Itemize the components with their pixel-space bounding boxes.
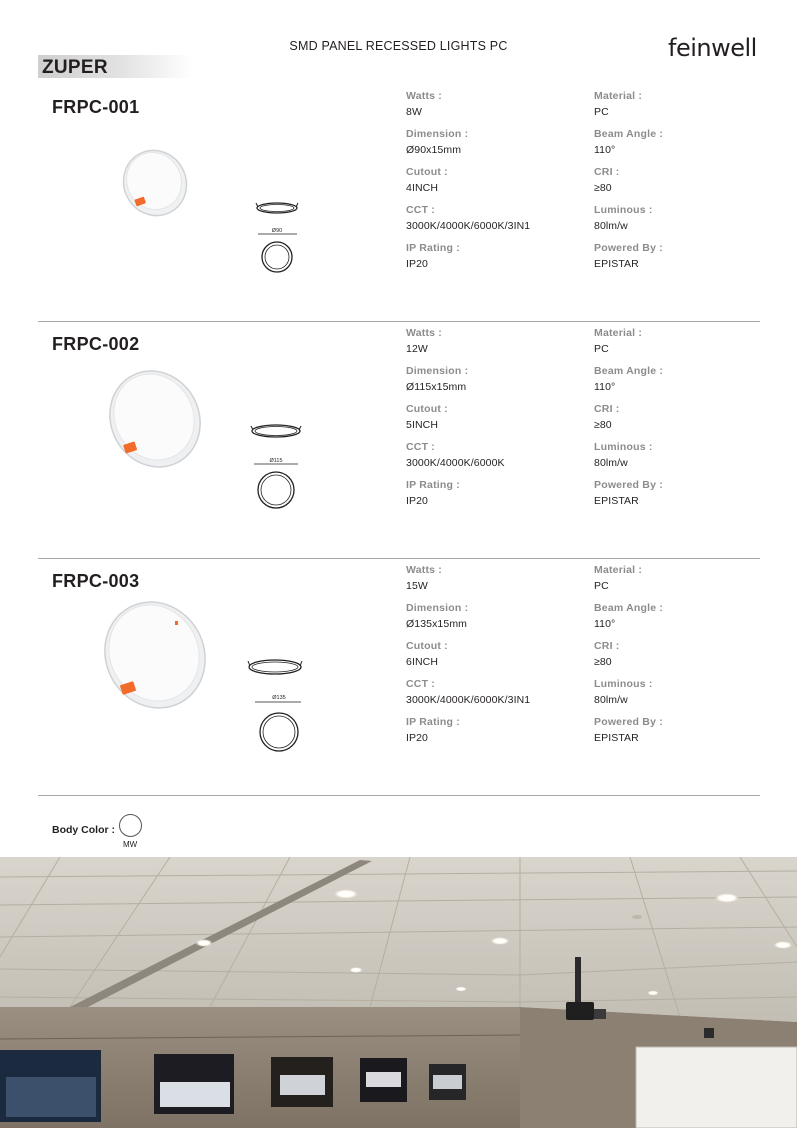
- spec-luminous: Luminous : 80lm/w: [594, 204, 653, 232]
- product-photo: [95, 595, 215, 715]
- product-section-frpc-002: [0, 327, 797, 571]
- spec-luminous: Luminous : 80lm/w: [594, 441, 653, 469]
- spec-material: Material : PC: [594, 90, 643, 118]
- spec-watts: Watts : 15W: [406, 564, 443, 592]
- product-model: FRPC-003: [52, 571, 140, 591]
- technical-drawing: [246, 420, 308, 512]
- spec-cct: CCT : 3000K/4000K/6000K/3IN1: [406, 204, 531, 232]
- spec-cutout: Cutout : 6INCH: [406, 640, 448, 668]
- spec-material: Material : PC: [594, 564, 643, 592]
- spec-beam-angle: Beam Angle : 110°: [594, 602, 664, 630]
- drawing-dimension-label: Ø135: [272, 695, 286, 701]
- product-photo: [100, 364, 210, 474]
- technical-drawing: [250, 199, 305, 276]
- spec-powered-by: Powered By : EPISTAR: [594, 242, 663, 270]
- drawing-dimension-label: Ø115: [269, 458, 283, 464]
- spec-powered-by: Powered By : EPISTAR: [594, 716, 663, 744]
- spec-beam-angle: Beam Angle : 110°: [594, 365, 664, 393]
- body-color-code: MW: [123, 840, 138, 849]
- series-name: ZUPER: [42, 57, 108, 78]
- spec-dimension: Dimension : Ø90x15mm: [406, 128, 469, 156]
- spec-cutout: Cutout : 5INCH: [406, 403, 448, 431]
- brand-logo: feinwell: [668, 34, 757, 62]
- spec-watts: Watts : 8W: [406, 90, 443, 118]
- spec-beam-angle: Beam Angle : 110°: [594, 128, 664, 156]
- spec-cutout: Cutout : 4INCH: [406, 166, 448, 194]
- application-photo: [0, 857, 797, 1128]
- body-color-swatch: [119, 814, 142, 837]
- spec-cri: CRI : ≥80: [594, 166, 620, 194]
- spec-cct: CCT : 3000K/4000K/6000K: [406, 441, 505, 469]
- product-model: FRPC-002: [52, 334, 140, 354]
- product-photo: [115, 145, 195, 221]
- spec-dimension: Dimension : Ø135x15mm: [406, 602, 469, 630]
- spec-watts: Watts : 12W: [406, 327, 443, 355]
- spec-cri: CRI : ≥80: [594, 403, 620, 431]
- page-title: SMD PANEL RECESSED LIGHTS PC: [289, 39, 508, 53]
- section-divider: [38, 321, 760, 322]
- product-model: FRPC-001: [52, 97, 140, 117]
- technical-drawing: [243, 655, 309, 755]
- drawing-dimension-label: Ø90: [271, 228, 283, 234]
- product-section-frpc-003: [0, 564, 797, 808]
- spec-ip-rating: IP Rating : IP20: [406, 479, 460, 507]
- spec-dimension: Dimension : Ø115x15mm: [406, 365, 469, 393]
- spec-luminous: Luminous : 80lm/w: [594, 678, 653, 706]
- body-color-label: Body Color :: [52, 824, 115, 836]
- product-section-frpc-001: [0, 90, 797, 334]
- spec-cri: CRI : ≥80: [594, 640, 620, 668]
- spec-material: Material : PC: [594, 327, 643, 355]
- spec-powered-by: Powered By : EPISTAR: [594, 479, 663, 507]
- section-divider: [38, 795, 760, 796]
- spec-ip-rating: IP Rating : IP20: [406, 242, 460, 270]
- spec-ip-rating: IP Rating : IP20: [406, 716, 460, 744]
- spec-cct: CCT : 3000K/4000K/6000K/3IN1: [406, 678, 531, 706]
- section-divider: [38, 558, 760, 559]
